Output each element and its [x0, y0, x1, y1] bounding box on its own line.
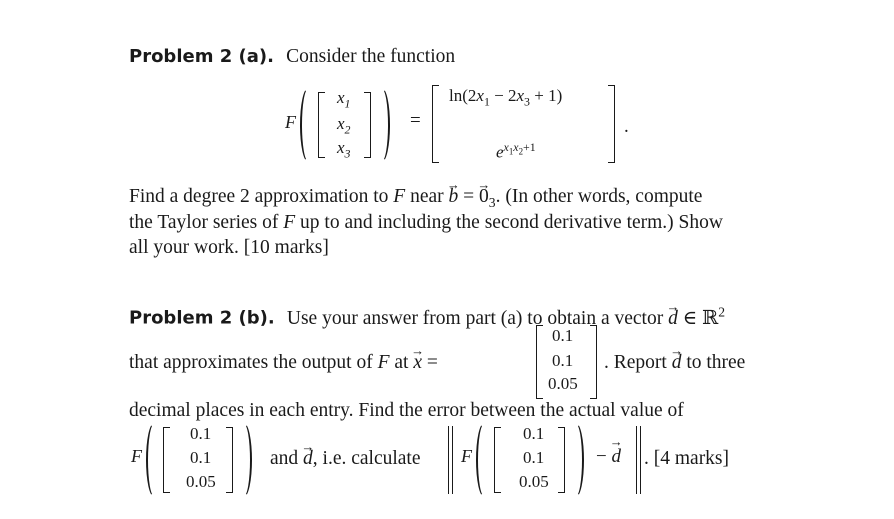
problem-b-line-4-mid: and → d, i.e. calculate [270, 446, 421, 472]
norm-bar-right-2 [640, 426, 641, 494]
vec1-entry-3: 0.05 [186, 472, 216, 491]
rhs-bottom-entry: $e^{x_1x_2+1}$ [496, 140, 536, 162]
f-symbol-2: F [461, 446, 472, 466]
vector-entry-3: 0.05 [548, 374, 578, 393]
paren-left-2 [476, 423, 492, 497]
problem-a-line-3: all your work. [10 marks] [129, 237, 329, 258]
problem-a-header [129, 43, 455, 70]
function-symbol-f: F [285, 112, 296, 132]
problem-a-line-1: Find a degree 2 approximation to F near → b = → $0_3$. (In other words, compute [129, 184, 702, 216]
problem-b-line-2-left: that approximates the output of F at → x = [129, 350, 438, 376]
problem-a-line-2: the Taylor series of F up to and including the second derivative term.) Show [129, 212, 723, 233]
bracket-left-2 [494, 427, 501, 493]
problem-b-marks: . [4 marks] [644, 448, 730, 469]
var-x2: $x_2$ [337, 114, 351, 137]
vector-entry-1: 0.1 [552, 326, 574, 345]
vec1-entry-2: 0.1 [190, 448, 212, 467]
norm-bar-right-1 [636, 426, 637, 494]
problem-b-line-2-right: . Report → d to three [604, 350, 745, 376]
problem-b-heading: Problem 2 (b). [129, 307, 275, 329]
rhs-left-bracket [432, 85, 439, 163]
problem-a-intro: Consider the function [286, 46, 456, 67]
right-paren [374, 88, 390, 162]
var-x3: $x_3$ [337, 138, 351, 161]
vector-left-bracket [536, 325, 543, 399]
equals-sign: = [410, 110, 421, 131]
paren-right-2 [568, 423, 584, 497]
norm-bar-left-1 [448, 426, 449, 494]
vec2-entry-3: 0.05 [519, 472, 549, 491]
problem-b-line-3: decimal places in each entry. Find the error between the actual value of [129, 400, 684, 421]
left-paren [300, 88, 316, 162]
vec1-entry-1: 0.1 [190, 424, 212, 443]
f-symbol-1: F [131, 446, 142, 466]
vector-entry-2: 0.1 [552, 351, 574, 370]
definition-period: . [624, 116, 629, 137]
right-bracket [364, 92, 371, 158]
problem-a-heading: Problem 2 (a). [129, 46, 274, 67]
paren-left-1 [146, 423, 162, 497]
rhs-right-bracket [608, 85, 615, 163]
paren-right-1 [236, 423, 252, 497]
problem-b-line-1: Problem 2 (b). Use your answer from part (a) to obtain a vector → d ∈ ℝ$^2$ [129, 299, 725, 332]
bracket-right-1 [226, 427, 233, 493]
bracket-left-1 [163, 427, 170, 493]
vec2-entry-1: 0.1 [523, 424, 545, 443]
norm-bar-left-2 [452, 426, 453, 494]
var-x1: $x_1$ [337, 88, 351, 111]
vec2-entry-2: 0.1 [523, 448, 545, 467]
minus-d: − → d [596, 446, 621, 468]
bracket-right-2 [558, 427, 565, 493]
vector-right-bracket [590, 325, 597, 399]
left-bracket [318, 92, 325, 158]
rhs-top-entry: $\ln(2x_1 - 2x_3 + 1)$ [449, 86, 563, 109]
